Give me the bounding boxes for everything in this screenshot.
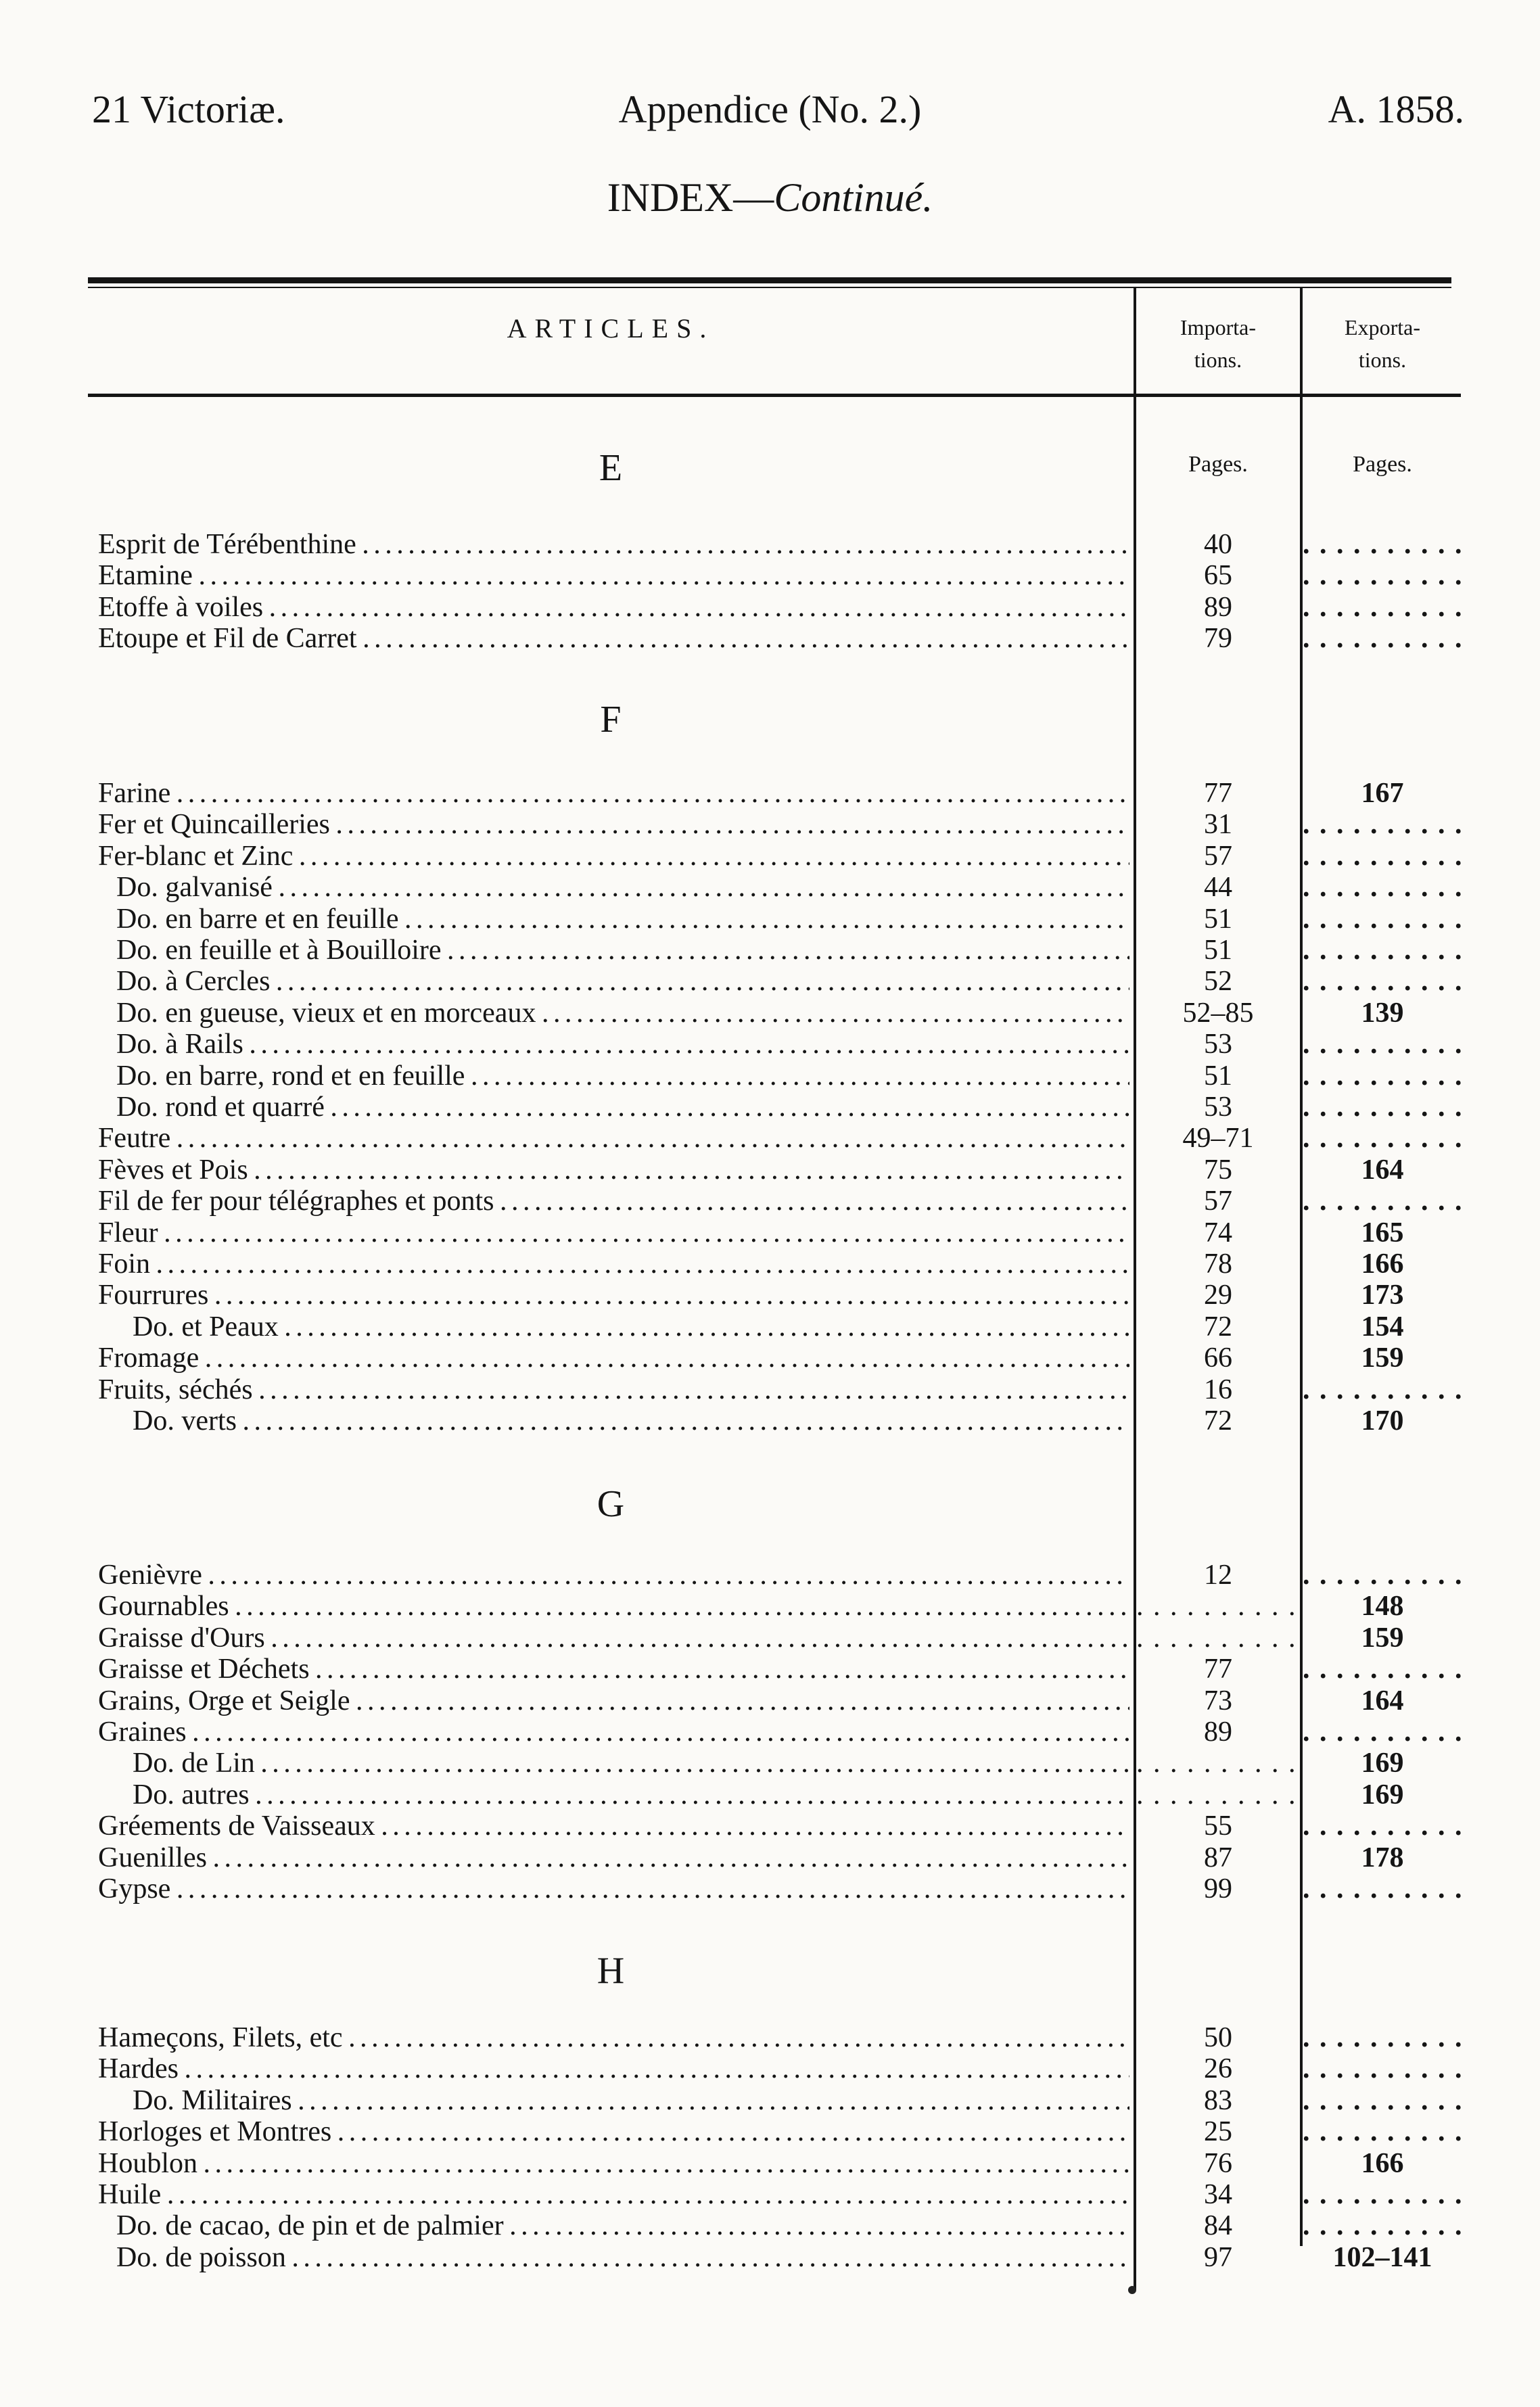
index-row	[0, 1217, 1540, 1248]
index-row	[0, 778, 1540, 809]
import-page: 55	[1204, 1810, 1232, 1842]
article-name: Graines . . .	[98, 1716, 1129, 1748]
article-name: Do. en gueuse, vieux et en morceaux . . .	[116, 998, 1129, 1029]
pages-label-imports: Pages.	[1188, 452, 1248, 477]
imports-label-2: tions.	[1194, 348, 1242, 372]
index-row	[0, 592, 1540, 623]
top-rule-thin	[88, 287, 1451, 288]
import-page: 97	[1204, 2241, 1232, 2273]
index-row	[0, 2242, 1540, 2273]
index-row	[0, 2116, 1540, 2147]
article-name: Fèves et Pois . . .	[98, 1154, 1129, 1186]
import-page: 75	[1204, 1154, 1232, 1186]
column-header-imports	[1136, 311, 1300, 376]
article-name: Fer et Quincailleries . . .	[98, 809, 1129, 840]
article-name: Do. à Cercles . . .	[116, 966, 1129, 997]
export-page: 154	[1361, 1311, 1404, 1342]
index-row	[0, 2179, 1540, 2210]
article-name: Do. de Lin . . .	[133, 1748, 1129, 1779]
export-page	[1303, 623, 1462, 661]
import-page: 12	[1204, 1560, 1232, 1591]
article-name: Fleur . . .	[98, 1217, 1129, 1248]
index-row	[0, 1560, 1540, 1591]
export-page: 102–141	[1332, 2241, 1432, 2273]
import-page: 79	[1204, 623, 1232, 655]
import-page: 29	[1204, 1280, 1232, 1311]
index-row	[0, 623, 1540, 654]
page-header	[0, 87, 1540, 141]
article-name: Grains, Orge et Seigle . . .	[98, 1685, 1129, 1716]
exports-label-1: Exporta-	[1345, 315, 1420, 340]
index-row	[0, 1873, 1540, 1904]
article-name: Genièvre . . .	[98, 1560, 1129, 1591]
import-page: 50	[1204, 2022, 1232, 2053]
index-row	[0, 1092, 1540, 1123]
import-page: 65	[1204, 560, 1232, 592]
article-name: Esprit de Térébenthine . . .	[98, 529, 1129, 560]
header-session: 21 Victoriæ.	[92, 87, 285, 131]
index-row	[0, 2210, 1540, 2241]
index-row	[0, 1405, 1540, 1436]
header-appendix: Appendice (No. 2.)	[618, 87, 922, 131]
column-header-articles: ARTICLES.	[507, 313, 715, 344]
export-page: 164	[1361, 1685, 1404, 1716]
export-page: 159	[1361, 1342, 1404, 1374]
index-row	[0, 1622, 1540, 1654]
import-page: 76	[1204, 2147, 1232, 2179]
article-name: Hardes . . .	[98, 2053, 1129, 2084]
import-page: 49–71	[1182, 1123, 1254, 1154]
header-rule	[88, 394, 1461, 397]
article-name: Farine . . .	[98, 778, 1129, 809]
article-name: Fromage . . .	[98, 1342, 1129, 1374]
index-row	[0, 1311, 1540, 1342]
import-page: 44	[1204, 872, 1232, 904]
export-page: 148	[1361, 1591, 1404, 1622]
index-row	[0, 2053, 1540, 2084]
section-letter-h: H	[597, 1950, 625, 1992]
article-name: Graisse d'Ours . . .	[98, 1622, 1129, 1654]
index-row	[0, 1842, 1540, 1873]
import-page: 51	[1204, 1060, 1232, 1092]
article-name: Do. en barre, rond et en feuille . . .	[116, 1060, 1129, 1092]
export-page: 169	[1361, 1779, 1404, 1810]
title-continued: Continué.	[774, 175, 933, 220]
index-row	[0, 1154, 1540, 1186]
index-row	[0, 560, 1540, 591]
index-row	[0, 529, 1540, 560]
import-page: 78	[1204, 1248, 1232, 1280]
article-name: Feutre . . .	[98, 1123, 1129, 1154]
pages-label-exports: Pages.	[1353, 452, 1412, 477]
import-page: 25	[1204, 2116, 1232, 2148]
export-page	[1303, 1873, 1462, 1911]
article-name: Do. et Peaux . . .	[133, 1311, 1129, 1342]
import-page: 26	[1204, 2053, 1232, 2085]
index-row	[0, 809, 1540, 840]
article-name: Fer-blanc et Zinc . . .	[98, 841, 1129, 872]
article-name: Do. galvanisé . . .	[116, 872, 1129, 903]
index-row	[0, 1685, 1540, 1716]
index-row	[0, 841, 1540, 872]
index-row	[0, 1060, 1540, 1092]
export-page: 173	[1361, 1280, 1404, 1311]
index-row	[0, 1374, 1540, 1405]
import-page: 16	[1204, 1374, 1232, 1405]
import-page: 57	[1204, 840, 1232, 872]
article-name: Hameçons, Filets, etc . . .	[98, 2022, 1129, 2053]
imports-label-1: Importa-	[1180, 315, 1256, 340]
index-row	[0, 1123, 1540, 1154]
export-page: 165	[1361, 1217, 1404, 1248]
import-page: 87	[1204, 1842, 1232, 1873]
article-name: Horloges et Montres . . .	[98, 2116, 1129, 2147]
import-page: 52–85	[1182, 997, 1254, 1029]
article-name: Gournables . . .	[98, 1591, 1129, 1622]
article-name: Gréements de Vaisseaux . . .	[98, 1810, 1129, 1842]
section-letter-g: G	[597, 1483, 625, 1525]
article-name: Fruits, séchés . . .	[98, 1374, 1129, 1405]
article-name: Do. autres . . .	[133, 1779, 1129, 1810]
index-row	[0, 1280, 1540, 1311]
export-page: 159	[1361, 1622, 1404, 1654]
article-name: Do. rond et quarré . . .	[116, 1092, 1129, 1123]
import-page: 84	[1204, 2210, 1232, 2242]
article-name: Etoupe et Fil de Carret . . .	[98, 623, 1129, 654]
article-name: Gypse . . .	[98, 1873, 1129, 1904]
index-row	[0, 1591, 1540, 1622]
article-name: Do. à Rails . . .	[116, 1029, 1129, 1060]
export-page: 166	[1361, 2147, 1404, 2179]
index-row	[0, 1248, 1540, 1280]
index-row	[0, 2022, 1540, 2053]
index-row	[0, 966, 1540, 997]
import-page: 77	[1204, 1654, 1232, 1685]
article-name: Fil de fer pour télégraphes et ponts . . .	[98, 1186, 1129, 1217]
index-row	[0, 1716, 1540, 1748]
import-page: 40	[1204, 529, 1232, 560]
import-page: 53	[1204, 1092, 1232, 1123]
index-row	[0, 904, 1540, 935]
index-row	[0, 2148, 1540, 2179]
import-page: 99	[1204, 1873, 1232, 1904]
export-page: 166	[1361, 1248, 1404, 1280]
index-row	[0, 2085, 1540, 2116]
page-title	[0, 174, 1540, 221]
article-name: Houblon . . .	[98, 2148, 1129, 2179]
index-row	[0, 1186, 1540, 1217]
article-name: Foin . . .	[98, 1248, 1129, 1280]
export-page: 164	[1361, 1154, 1404, 1186]
section-letter-f: F	[600, 699, 622, 741]
import-page: 51	[1204, 903, 1232, 935]
import-page: 72	[1204, 1405, 1232, 1436]
index-row	[0, 935, 1540, 966]
article-name: Etoffe à voiles . . .	[98, 592, 1129, 623]
index-row	[0, 1810, 1540, 1842]
import-page: 52	[1204, 966, 1232, 998]
index-row	[0, 1029, 1540, 1060]
import-page: 31	[1204, 809, 1232, 841]
import-page: 72	[1204, 1311, 1232, 1342]
import-page: 73	[1204, 1685, 1232, 1716]
header-year: A. 1858.	[1328, 87, 1464, 131]
column-header-exports	[1303, 311, 1462, 376]
index-row	[0, 1342, 1540, 1374]
exports-label-2: tions.	[1358, 348, 1407, 372]
import-page: 89	[1204, 1716, 1232, 1748]
article-name: Do. verts . . .	[133, 1405, 1129, 1436]
import-page: 89	[1204, 591, 1232, 623]
import-page: 34	[1204, 2179, 1232, 2210]
import-page: 77	[1204, 778, 1232, 809]
import-page: 66	[1204, 1342, 1232, 1374]
import-page: 57	[1204, 1186, 1232, 1217]
article-name: Guenilles . . .	[98, 1842, 1129, 1873]
article-name: Do. Militaires . . .	[133, 2085, 1129, 2116]
title-main: INDEX—	[607, 175, 774, 220]
export-page: 139	[1361, 997, 1404, 1029]
export-page: 170	[1361, 1405, 1404, 1436]
index-row	[0, 1748, 1540, 1779]
export-page: 178	[1361, 1842, 1404, 1873]
index-row	[0, 1779, 1540, 1810]
article-name: Do. en barre et en feuille . . .	[116, 904, 1129, 935]
article-name: Fourrures . . .	[98, 1280, 1129, 1311]
article-name: Do. de cacao, de pin et de palmier . . .	[116, 2210, 1129, 2241]
top-rule-thick	[88, 277, 1451, 283]
index-row	[0, 998, 1540, 1029]
article-name: Huile . . .	[98, 2179, 1129, 2210]
article-name: Do. de poisson . . .	[116, 2242, 1129, 2273]
import-page: 74	[1204, 1217, 1232, 1248]
import-page: 53	[1204, 1029, 1232, 1060]
article-name: Graisse et Déchets . . .	[98, 1654, 1129, 1685]
import-page: 51	[1204, 935, 1232, 966]
section-letter-e: E	[599, 447, 623, 489]
article-name: Do. en feuille et à Bouilloire . . .	[116, 935, 1129, 966]
page-mark	[1128, 2286, 1136, 2294]
import-page: 83	[1204, 2084, 1232, 2116]
export-page: 167	[1361, 778, 1404, 809]
index-row	[0, 1654, 1540, 1685]
export-page: 169	[1361, 1748, 1404, 1779]
article-name: Etamine . . .	[98, 560, 1129, 591]
index-row	[0, 872, 1540, 903]
